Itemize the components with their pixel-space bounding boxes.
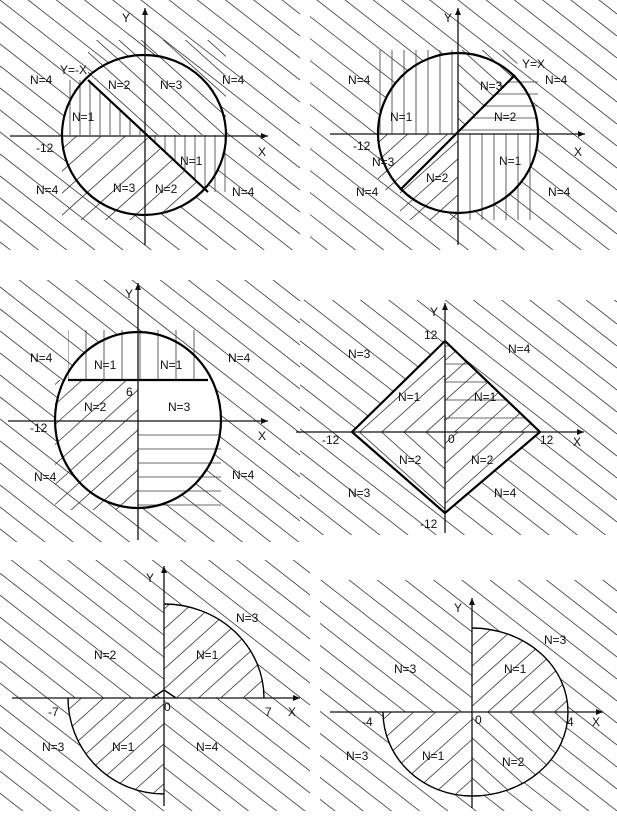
y-label-p4: Y xyxy=(430,305,439,319)
region-label: N=2 xyxy=(494,110,517,124)
y-arrow-p6 xyxy=(469,598,475,605)
hatch-line xyxy=(0,0,300,36)
region-label: N=4 xyxy=(348,73,371,87)
tick-label-p4: -12 xyxy=(322,433,340,447)
hatch-line xyxy=(66,543,165,632)
region-label: N=2 xyxy=(426,171,449,185)
region-label: N=1 xyxy=(94,358,117,372)
hatch-line xyxy=(310,479,617,718)
tick-label-p3: -12 xyxy=(30,421,48,435)
tick-label-p4: -12 xyxy=(420,517,438,531)
hatch-line xyxy=(50,488,140,569)
hatch-line xyxy=(50,508,140,589)
tick-label-p2: -12 xyxy=(353,139,371,153)
tick-label-p1: -12 xyxy=(36,141,54,155)
hatch-line xyxy=(320,491,617,723)
hatch-line xyxy=(445,257,541,343)
hatch-line xyxy=(375,0,460,56)
region-label: N=4 xyxy=(36,183,59,197)
region-label: N=4 xyxy=(232,185,255,199)
tick-label-p5: 0 xyxy=(164,700,171,714)
tick-label-p4: 12 xyxy=(540,433,554,447)
x-label-p1: X xyxy=(258,145,267,159)
hatch-line xyxy=(380,499,473,583)
hatch-line xyxy=(470,538,570,628)
tick-label-p5: -7 xyxy=(48,705,59,719)
hatch-line xyxy=(320,469,617,701)
hatch-line xyxy=(380,619,473,703)
region-label: N=4 xyxy=(196,740,219,754)
region-label: N=1 xyxy=(504,662,527,676)
x-label-p5: X xyxy=(288,705,297,719)
y-arrow-p2 xyxy=(455,8,461,15)
region-label: N=4 xyxy=(34,470,57,484)
region-label: N=3 xyxy=(168,400,191,414)
hatch-line xyxy=(375,0,460,2)
region-label: N=3 xyxy=(544,633,567,647)
region-label: N=1 xyxy=(160,358,183,372)
hatch-line xyxy=(445,497,541,583)
region-label: N=4 xyxy=(30,351,53,365)
region-label: N=2 xyxy=(155,182,178,196)
hatch-line xyxy=(445,217,541,303)
y-arrow-p1 xyxy=(142,8,148,15)
line-label-p1: Y=-X xyxy=(60,63,88,77)
region-label: N=3 xyxy=(160,78,183,92)
hatch-line xyxy=(300,495,617,742)
line-label-p2: Y=X xyxy=(522,57,546,71)
y-arrow-p4 xyxy=(442,303,448,310)
hatch-line xyxy=(350,544,446,630)
x-label-p3: X xyxy=(258,429,267,443)
region-label: N=3 xyxy=(394,662,417,676)
x-label-p6: X xyxy=(592,715,601,729)
region-label: N=2 xyxy=(108,78,131,92)
region-label: N=1 xyxy=(474,390,497,404)
region-label: N=1 xyxy=(398,390,421,404)
region-label: N=1 xyxy=(112,740,135,754)
hatch-line xyxy=(470,518,570,608)
region-label: N=1 xyxy=(499,154,522,168)
hatch-line xyxy=(380,579,473,663)
hatch-line xyxy=(445,254,541,340)
hatch-line xyxy=(0,0,300,37)
region-label: N=2 xyxy=(94,648,117,662)
hatch-line xyxy=(164,498,265,589)
tick-label-p6: -4 xyxy=(362,715,373,729)
y-label-p2: Y xyxy=(444,11,453,25)
x-arrow-p1 xyxy=(261,133,268,139)
region-label: N=1 xyxy=(390,110,413,124)
hatch-line xyxy=(470,478,570,568)
region-label: N=4 xyxy=(228,351,251,365)
region-label: N=4 xyxy=(508,342,531,356)
x-arrow-p3 xyxy=(261,418,268,424)
tick-label-p6: 0 xyxy=(475,713,482,727)
hatch-line xyxy=(350,564,446,650)
y-label-p6: Y xyxy=(454,601,463,615)
hatch-line xyxy=(164,518,265,609)
hatch-line xyxy=(470,796,570,811)
region-label: N=3 xyxy=(480,79,503,93)
region-label: N=4 xyxy=(548,185,571,199)
region-label: N=4 xyxy=(494,486,517,500)
hatch-line xyxy=(320,513,617,745)
hatch-line xyxy=(455,206,540,283)
tick-label-p3: 6 xyxy=(126,385,133,399)
region-label: N=3 xyxy=(372,155,395,169)
hatch-line xyxy=(455,0,540,30)
hatch-line xyxy=(0,793,310,811)
tick-label-p6: 4 xyxy=(567,715,574,729)
x-label-p4: X xyxy=(573,435,582,449)
region-label: N=3 xyxy=(42,740,65,754)
region-label: N=2 xyxy=(471,453,494,467)
region-label: N=1 xyxy=(196,648,219,662)
tick-label-p4: 0 xyxy=(448,432,455,446)
hatch-line xyxy=(310,0,617,14)
hatch-line xyxy=(470,498,570,588)
region-label: N=3 xyxy=(113,181,136,195)
region-label: N=4 xyxy=(356,185,379,199)
region-label: N=2 xyxy=(399,453,422,467)
x-label-p2: X xyxy=(574,145,583,159)
hatch-line xyxy=(350,214,446,300)
region-label: N=2 xyxy=(502,755,525,769)
tick-label-p4: 12 xyxy=(424,328,438,342)
region-label: N=4 xyxy=(545,73,568,87)
region-label: N=1 xyxy=(72,110,95,124)
region-label: N=1 xyxy=(422,749,445,763)
region-label: N=3 xyxy=(236,611,259,625)
y-label-p1: Y xyxy=(122,11,131,25)
region-label: N=3 xyxy=(348,347,371,361)
region-label: N=2 xyxy=(84,400,107,414)
region-label: N=3 xyxy=(346,749,369,763)
hatch-line xyxy=(350,524,446,610)
hatch-line xyxy=(300,473,617,720)
region-label: N=4 xyxy=(222,73,245,87)
region-label: N=3 xyxy=(348,486,371,500)
region-label: N=1 xyxy=(180,154,203,168)
y-label-p3: Y xyxy=(125,287,134,301)
x-arrow-p2 xyxy=(578,131,585,137)
region-label: N=4 xyxy=(232,468,255,482)
y-label-p5: Y xyxy=(146,571,155,585)
hatch-line xyxy=(50,208,140,289)
tick-label-p5: 7 xyxy=(265,705,272,719)
region-label: N=4 xyxy=(30,73,53,87)
hatch-line xyxy=(445,214,541,300)
hatch-line xyxy=(395,0,460,54)
